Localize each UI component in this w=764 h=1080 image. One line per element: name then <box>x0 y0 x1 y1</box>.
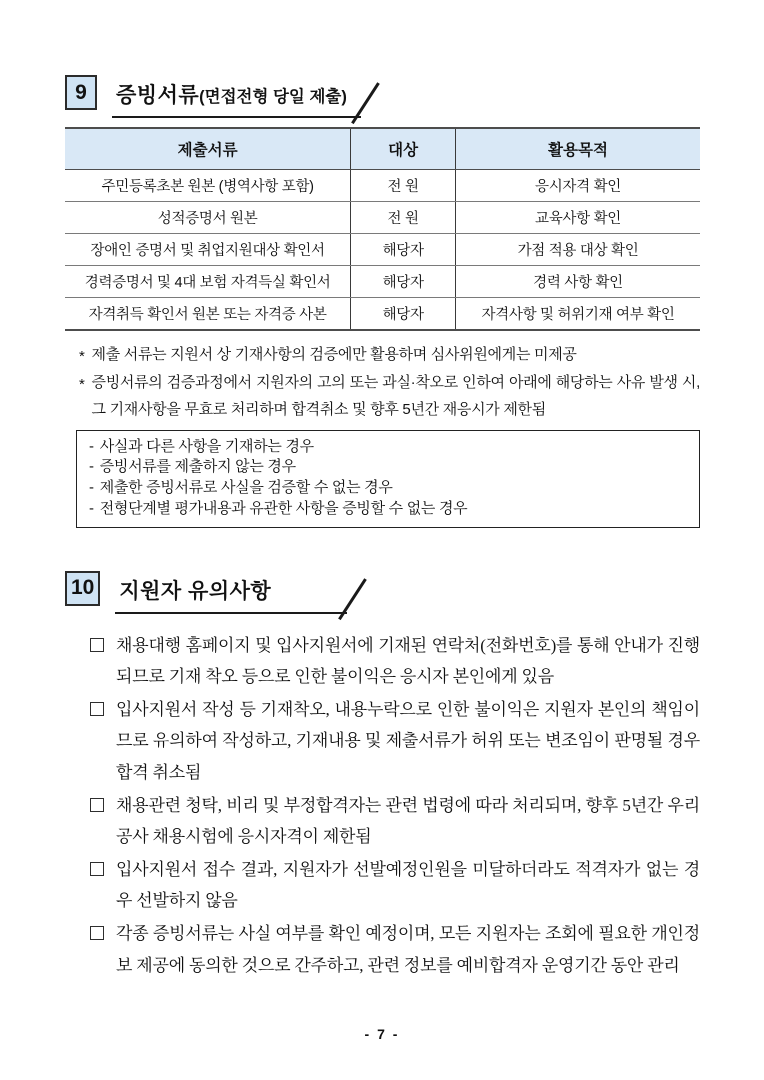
section-9-title-paren: (면접전형 당일 제출) <box>199 88 347 106</box>
note-item <box>79 370 700 423</box>
cell-target: 해당자 <box>351 298 456 331</box>
invalid-cases-box <box>76 430 700 528</box>
list-item <box>90 790 700 853</box>
notice-text: 채용대행 홈페이지 및 입사지원서에 기재된 연락처(전화번호)를 통해 안내가 진행되므로 기재 착오 등으로 인한 불이익은 응시자 본인에게 있음 <box>116 635 700 687</box>
section-9-number-badge: 9 <box>65 75 97 110</box>
col-header-target: 대상 <box>351 128 456 170</box>
table-row <box>65 298 700 331</box>
section-10-title-wrap <box>115 571 347 614</box>
checkbox-icon <box>90 926 104 940</box>
note-item <box>79 342 700 370</box>
section-9-title-wrap <box>112 75 361 118</box>
cell-document: 주민등록초본 원본 (병역사항 포함) <box>65 170 351 202</box>
table-row <box>65 202 700 234</box>
cell-purpose: 응시자격 확인 <box>456 170 700 202</box>
list-item <box>90 630 700 693</box>
checkbox-icon <box>90 798 104 812</box>
asterisk-marker: * <box>79 348 85 365</box>
warning-text: 전형단계별 평가내용과 유관한 사항을 증빙할 수 없는 경우 <box>99 499 468 517</box>
list-item <box>90 854 700 917</box>
checkbox-icon <box>90 862 104 876</box>
section-9-title: 증빙서류 <box>116 84 200 107</box>
warning-text: 증빙서류를 제출하지 않는 경우 <box>99 458 296 476</box>
notice-text: 각종 증빙서류는 사실 여부를 확인 예정이며, 모든 지원자는 조회에 필요한 개인정보 제공에 동의한 것으로 간주하고, 관련 정보를 예비합격자 운영기간 동안 관리 <box>116 923 701 975</box>
checkbox-icon <box>90 638 104 652</box>
table-row <box>65 266 700 298</box>
table-row <box>65 234 700 266</box>
section-10 <box>65 571 700 982</box>
cell-target: 해당자 <box>351 234 456 266</box>
applicant-notices-list <box>65 630 700 982</box>
cell-purpose: 경력 사항 확인 <box>456 266 700 298</box>
table-header-row <box>65 128 700 170</box>
dash-marker: - <box>89 458 94 476</box>
submission-documents-table <box>65 127 700 331</box>
cell-document: 자격취득 확인서 원본 또는 자격증 사본 <box>65 298 351 331</box>
cell-purpose: 가점 적용 대상 확인 <box>456 234 700 266</box>
note-text: 제출 서류는 지원서 상 기재사항의 검증에만 활용하며 심사위원에게는 미제공 <box>91 346 577 363</box>
list-item <box>90 918 700 981</box>
table-row <box>65 170 700 202</box>
slash-decoration-icon <box>338 578 366 620</box>
warning-item <box>89 457 689 478</box>
warning-item <box>89 499 689 520</box>
cell-purpose: 교육사항 확인 <box>456 202 700 234</box>
dash-marker: - <box>89 499 94 517</box>
cell-document: 성적증명서 원본 <box>65 202 351 234</box>
dash-marker: - <box>89 479 94 497</box>
notice-text: 입사지원서 작성 등 기재착오, 내용누락으로 인한 불이익은 지원자 본인의 책임이므로 유의하여 작성하고, 기재내용 및 제출서류가 허위 또는 변조임이 판명될 경우 합격 취소됨 <box>116 699 700 782</box>
col-header-purpose: 활용목적 <box>456 128 700 170</box>
col-header-document: 제출서류 <box>65 128 351 170</box>
warning-item <box>89 478 689 499</box>
asterisk-marker: * <box>79 376 85 394</box>
section-9-header <box>65 75 700 118</box>
warning-item <box>89 437 689 458</box>
cell-target: 해당자 <box>351 266 456 298</box>
notice-text: 채용관련 청탁, 비리 및 부정합격자는 관련 법령에 따라 처리되며, 향후 5년간 우리공사 채용시험에 응시자격이 제한됨 <box>116 795 700 847</box>
dash-marker: - <box>89 437 94 455</box>
cell-document: 장애인 증명서 및 취업지원대상 확인서 <box>65 234 351 266</box>
cell-target: 전 원 <box>351 170 456 202</box>
page-number: - 7 - <box>364 1026 400 1042</box>
section-10-title: 지원자 유의사항 <box>119 579 272 603</box>
cell-document: 경력증명서 및 4대 보험 자격득실 확인서 <box>65 266 351 298</box>
warning-text: 사실과 다른 사항을 기재하는 경우 <box>99 437 314 455</box>
cell-purpose: 자격사항 및 허위기재 여부 확인 <box>456 298 700 331</box>
section-10-number-badge: 10 <box>65 571 100 606</box>
notice-text: 입사지원서 접수 결과, 지원자가 선발예정인원을 미달하더라도 적격자가 없는 경우 선발하지 않음 <box>116 859 700 911</box>
checkbox-icon <box>90 702 104 716</box>
table-notes <box>65 342 700 423</box>
warning-text: 제출한 증빙서류로 사실을 검증할 수 없는 경우 <box>99 479 393 497</box>
section-9 <box>65 75 700 528</box>
list-item <box>90 694 700 789</box>
slash-decoration-icon <box>351 82 379 124</box>
note-text: 증빙서류의 검증과정에서 지원자의 고의 또는 과실·착오로 인하여 아래에 해당하는 사유 발생 시, 그 기재사항을 무효로 처리하며 합격취소 및 향후 5년간 재응시가 제한됨 <box>91 374 700 418</box>
cell-target: 전 원 <box>351 202 456 234</box>
section-10-header <box>65 571 700 614</box>
